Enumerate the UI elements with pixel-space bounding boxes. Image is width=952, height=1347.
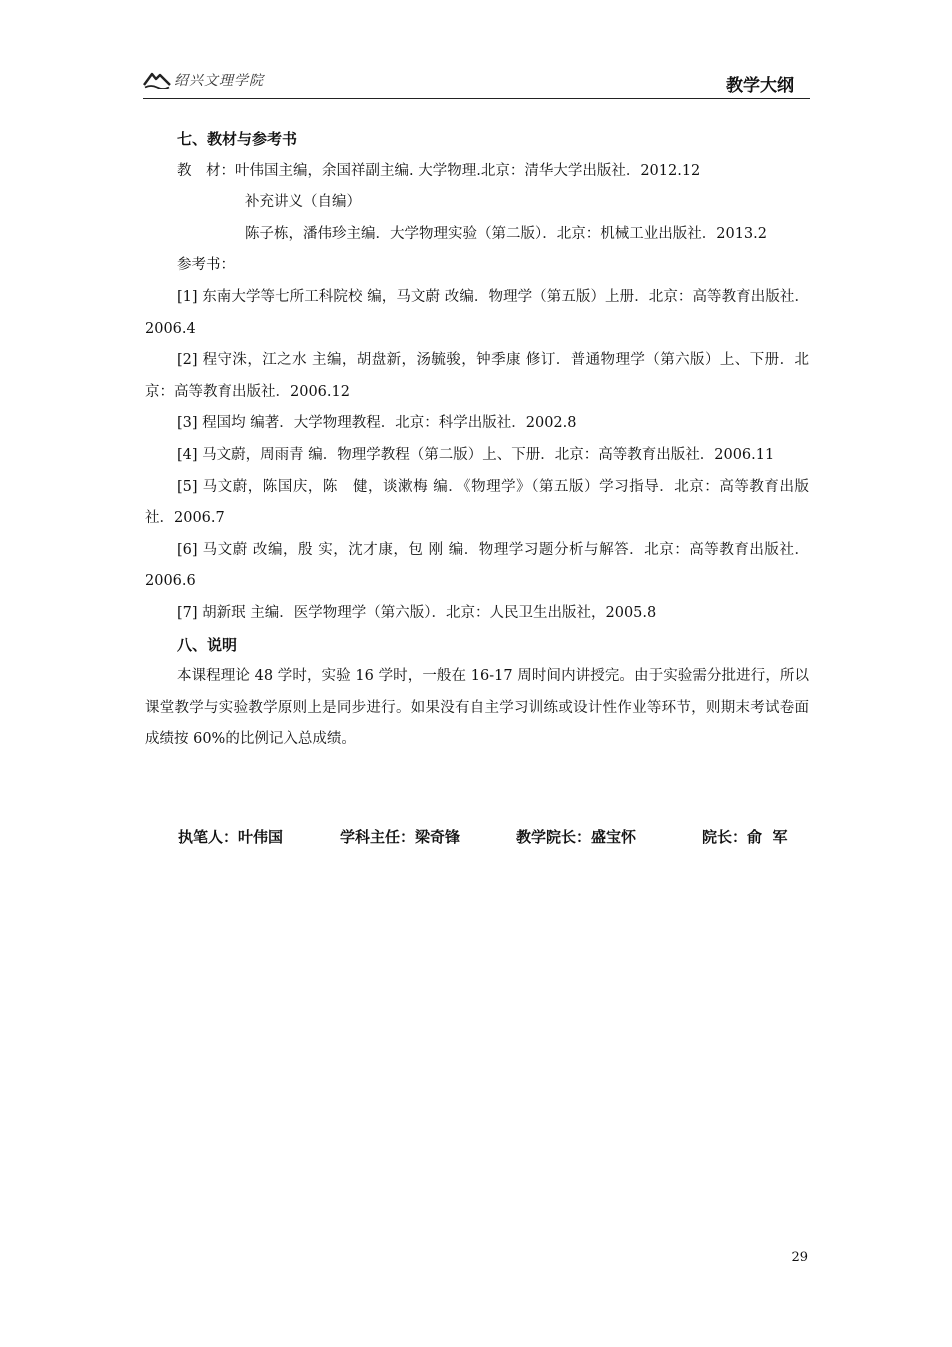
logo-text: 绍兴文理学院 — [174, 73, 264, 89]
reference-item: [4] 马文蔚，周雨青 编．物理学教程（第二版）上、下册．北京：高等教育出版社．2006.11 — [177, 446, 775, 463]
textbook-line: 补充讲义（自编） — [245, 194, 361, 211]
mountain-wave-icon — [143, 71, 171, 89]
reference-item: [6] 马文蔚 改编，殷 实，沈才康，包 刚 编．物理学习题分析与解答．北京：高等教育出版社．2006.6 — [145, 541, 809, 590]
reference-item: [1] 东南大学等七所工科院校 编，马文蔚 改编．物理学（第五版）上册．北京：高等教育出版社．2006.4 — [145, 288, 809, 337]
textbook-line: 陈子栋，潘伟珍主编．大学物理实验（第二版）．北京：机械工业出版社．2013.2 — [245, 225, 767, 242]
reference-item: [2] 程守洙，江之水 主编，胡盘新，汤毓骏，钟季康 修订．普通物理学（第六版）上、下册．北京：高等教育出版社．2006.12 — [145, 352, 809, 400]
signature-writer: 执笔人：叶伟国 — [178, 828, 284, 846]
signature-director: 学科主任：梁奇锋 — [340, 828, 461, 846]
university-logo — [143, 70, 264, 90]
header-title: 教学大纲 — [726, 76, 794, 96]
document-body — [145, 124, 809, 756]
page-header — [143, 64, 810, 99]
signature-dean-teaching: 教学院长：盛宝怀 — [516, 828, 637, 846]
textbook-line: 教 材：叶伟国主编，余国祥副主编. 大学物理.北京：清华大学出版社．2012.12 — [177, 162, 701, 179]
signature-dean: 院长：俞 军 — [702, 828, 788, 846]
reference-item: [3] 程国均 编著．大学物理教程．北京：科学出版社．2002.8 — [177, 415, 577, 432]
reference-item: [7] 胡新珉 主编．医学物理学（第六版）．北京：人民卫生出版社，2005.8 — [177, 604, 657, 621]
reference-item: [5] 马文蔚，陈国庆，陈 健，谈漱梅 编．《物理学》（第五版）学习指导．北京：高等教育出版社．2006.7 — [145, 478, 809, 527]
references-label: 参考书： — [177, 257, 235, 274]
section7-heading: 七、教材与参考书 — [177, 130, 298, 148]
signature-row — [178, 826, 818, 847]
section8-body: 本课程理论 48 学时，实验 16 学时，一般在 16-17 周时间内讲授完。由于实验需分批进行，所以课堂教学与实验教学原则上是同步进行。如果没有自主学习训练或设计性作业等环节，则期末考试卷面成绩按 60%的比例记入总成绩。 — [145, 668, 809, 748]
page-number: 29 — [791, 1250, 808, 1265]
section8-heading: 八、说明 — [177, 635, 238, 654]
